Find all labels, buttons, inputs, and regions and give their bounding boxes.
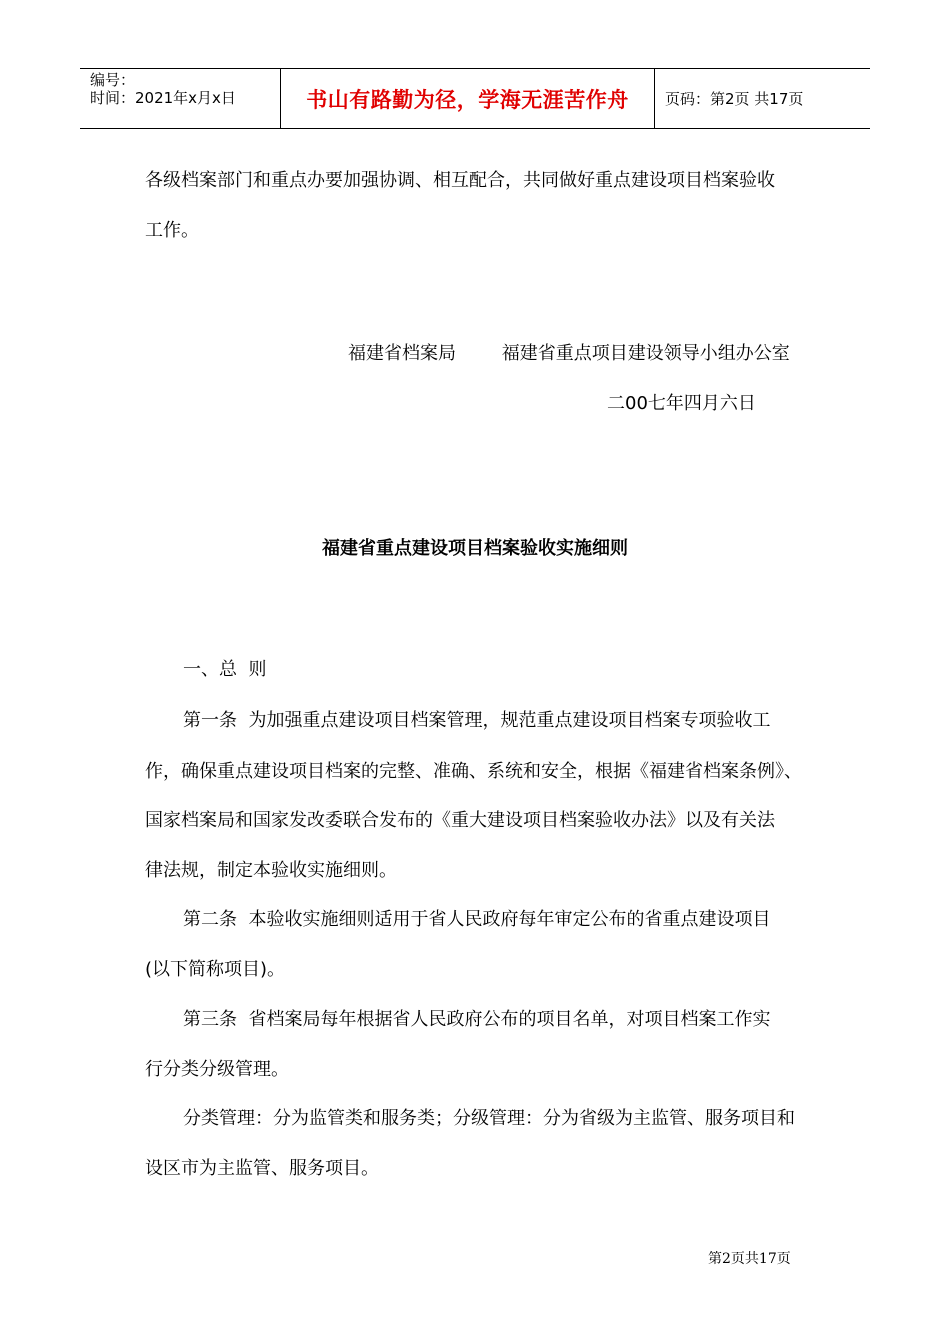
document-title: 福建省重点建设项目档案验收实施细则 (322, 538, 628, 559)
paragraph-line: 设区市为主监管、服务项目。 (145, 1158, 379, 1179)
article-line: 第一条 为加强重点建设项目档案管理，规范重点建设项目档案专项验收工 (183, 710, 771, 731)
footer-page-number: 第2页共17页 (708, 1251, 791, 1267)
paragraph-line: 工作。 (145, 220, 199, 241)
header-page-label: 页码：第2页 共17页 (665, 90, 804, 108)
article-line: 作，确保重点建设项目档案的完整、准确、系统和安全，根据《福建省档案条例》、 (145, 761, 802, 782)
header-meta-cell (80, 69, 281, 128)
article-line: 国家档案局和国家发改委联合发布的《重大建设项目档案验收办法》以及有关法 (145, 810, 775, 831)
document-time-label: 时间：2021年x月x日 (90, 89, 236, 107)
paragraph-line: 各级档案部门和重点办要加强协调、相互配合，共同做好重点建设项目档案验收 (145, 170, 775, 191)
paragraph-line: 分类管理：分为监管类和服务类；分级管理：分为省级为主监管、服务项目和 (183, 1108, 795, 1129)
article-line: (以下简称项目)。 (145, 959, 286, 980)
header-motto: 书山有路勤为径，学海无涯苦作舟 (281, 69, 655, 128)
document-date: 二00七年四月六日 (607, 393, 756, 414)
section-heading: 一、总 则 (183, 659, 267, 680)
document-number-label: 编号： (90, 71, 136, 89)
header-table (80, 68, 870, 129)
article-line: 第二条 本验收实施细则适用于省人民政府每年审定公布的省重点建设项目 (183, 909, 771, 930)
article-line: 第三条 省档案局每年根据省人民政府公布的项目名单，对项目档案工作实 (183, 1009, 771, 1030)
article-line: 律法规，制定本验收实施细则。 (145, 860, 397, 881)
article-line: 行分类分级管理。 (145, 1059, 289, 1080)
signature-line: 福建省档案局 福建省重点项目建设领导小组办公室 (348, 343, 790, 364)
